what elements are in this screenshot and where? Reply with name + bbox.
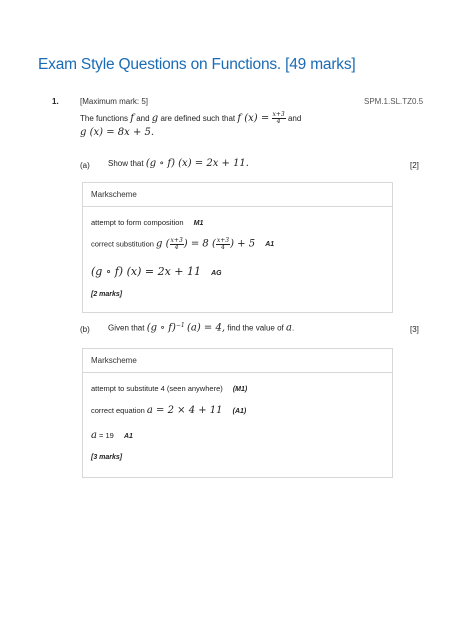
part-b-expression-2: (a) = 4, <box>186 322 226 334</box>
ms-a-line-3-expr: (g ∘ f) (x) = 2x + 11 <box>91 265 201 278</box>
ms-a-line-2-tag: A1 <box>265 241 275 249</box>
ms-a-fraction-2 <box>216 238 230 251</box>
part-b-question <box>108 322 294 334</box>
ms-b-line-1-text: attempt to substitute 4 (seen anywhere) <box>91 384 223 393</box>
ms-a-fraction-2-den: 4 <box>221 244 225 251</box>
ms-a-line-2-text: correct substitution <box>91 239 154 249</box>
markscheme-a <box>82 182 393 313</box>
part-a-marks: [2] <box>410 161 419 170</box>
ms-b-line-2-expr: a = 2 × 4 + 11 <box>146 405 223 416</box>
ms-a-line-1-tag: M1 <box>193 220 204 227</box>
title-text: Exam Style Questions on Functions. <box>38 56 282 73</box>
ms-a-line-2-expr-b: ) = 8 ( <box>183 238 216 250</box>
part-b-period: . <box>291 323 295 333</box>
ms-a-line-1-text: attempt to form composition <box>91 218 184 227</box>
part-b-text-b: find the value of <box>227 323 284 333</box>
ms-a-line-3 <box>91 265 222 278</box>
stem-defined: are defined such that <box>160 114 236 123</box>
ms-a-total: [2 marks] <box>91 291 123 298</box>
ms-a-line-1 <box>91 218 203 227</box>
markscheme-b-heading: Markscheme <box>83 349 392 373</box>
ms-a-fraction-1-den: 4 <box>174 244 179 251</box>
f-fraction <box>272 112 286 125</box>
f-fraction-numerator: x+3 <box>272 111 285 119</box>
ms-a-fraction-1 <box>170 238 184 251</box>
question-reference: SPM.1.SL.TZ0.5 <box>364 97 424 106</box>
markscheme-b <box>82 348 393 478</box>
ms-a-fraction-1-num: x+3 <box>170 237 183 244</box>
ms-b-line-2 <box>91 405 246 416</box>
part-b-expression: (g ∘ f) <box>146 322 176 334</box>
ms-a-line-2 <box>91 238 274 251</box>
question-number: 1. <box>52 97 59 106</box>
ms-a-line-2-expr-c: ) + 5 <box>230 238 256 250</box>
ms-b-line-1-tag: (M1) <box>232 386 248 393</box>
ms-b-line-3-tag: A1 <box>123 433 133 440</box>
part-b-marks: [3] <box>410 325 419 334</box>
stem-f: f <box>130 113 134 124</box>
ms-a-line-2-expr-a: g ( <box>156 238 170 250</box>
f-fraction-denominator: 4 <box>276 118 281 126</box>
part-a-text: Show that <box>108 159 144 168</box>
part-b-variable: a <box>285 322 292 334</box>
ms-b-line-3 <box>91 430 133 441</box>
ms-b-line-2-text: correct equation <box>91 406 145 415</box>
part-a-question <box>108 158 249 169</box>
stem-and: and <box>136 114 150 123</box>
g-definition: g (x) = 8x + 5. <box>80 127 155 138</box>
part-b-text-a: Given that <box>108 323 145 333</box>
stem-intro: The functions <box>80 114 129 123</box>
stem-and-2: and <box>287 114 302 123</box>
ms-b-line-2-tag: (A1) <box>232 408 247 415</box>
stem-g: g <box>151 113 159 124</box>
ms-a-fraction-2-num: x+3 <box>216 237 230 244</box>
ms-a-line-3-tag: AG <box>211 270 222 277</box>
part-b-label: (b) <box>80 325 90 334</box>
f-definition: f (x) = <box>237 113 270 124</box>
max-mark: [Maximum mark: 5] <box>80 97 149 106</box>
markscheme-a-heading: Markscheme <box>83 183 392 207</box>
part-b-superscript: −1 <box>175 322 185 329</box>
ms-b-line-1 <box>91 384 247 393</box>
ms-b-line-3-var: a <box>91 430 97 441</box>
ms-b-line-3-text: = 19 <box>96 431 114 440</box>
page-title <box>38 56 356 74</box>
part-a-expression: (g ∘ f) (x) = 2x + 11. <box>145 158 249 169</box>
title-marks: [49 marks] <box>285 56 356 73</box>
part-a-label: (a) <box>80 161 90 170</box>
ms-b-total: [3 marks] <box>91 454 123 461</box>
question-stem <box>80 112 370 140</box>
